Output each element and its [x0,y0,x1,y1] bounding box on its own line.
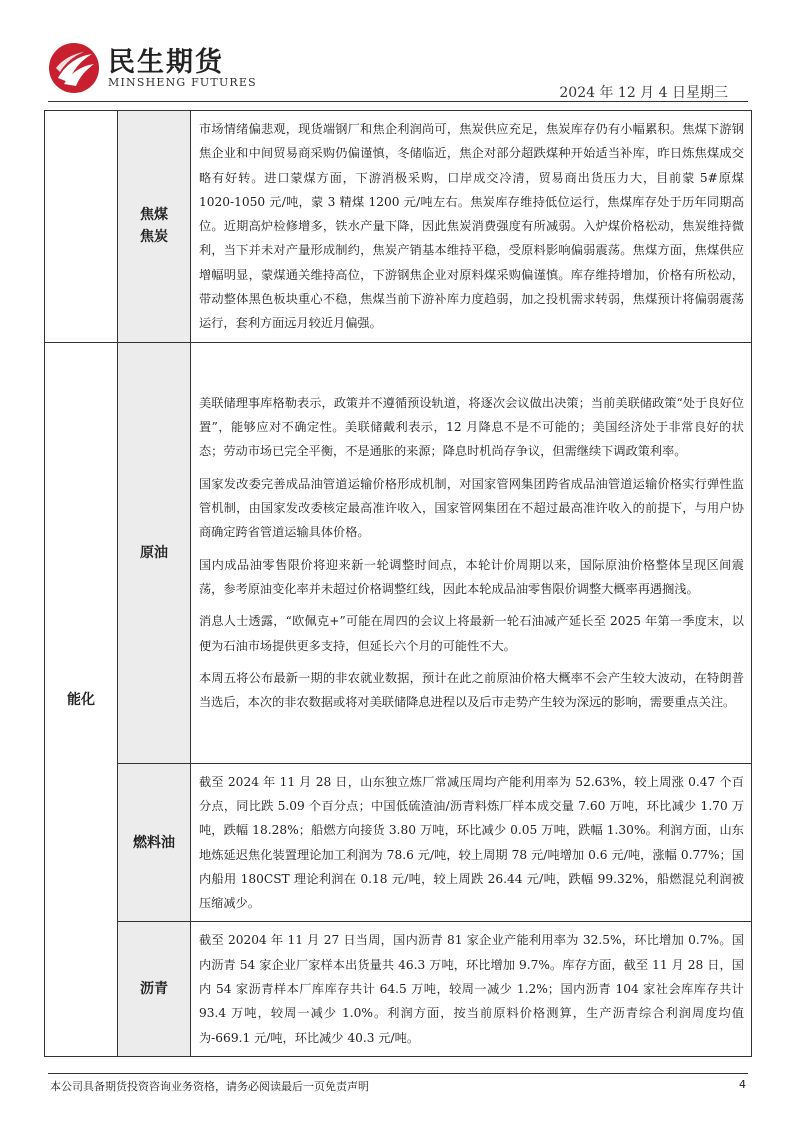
footer-divider [48,1073,748,1074]
report-date: 2024 年 12 月 4 日星期三 [559,85,728,101]
content-crude-oil [191,342,752,763]
paragraph: 美联储理事库格勒表示，政策并不遵循预设轨道，将逐次会议做出决策；当前美联储政策“处于良好位置”，能够应对不确定性。美联储戴利表示，12 月降息不是不可能的；美国经济处于非常良好的状态；劳动市场已完全平衡，不是通胀的来源；降息时机尚存争议，但需继续下调政策利率。 [199,395,744,459]
content-asphalt [191,922,752,1056]
content-coal [191,111,752,343]
table-row [45,763,752,922]
logo-english-name: MINSHENG FUTURES [108,76,257,89]
paragraph: 国内成品油零售限价将迎来新一轮调整时间点，本轮计价周期以来，国际原油价格整体呈现区间震荡，参考原油变化率并未超过价格调整红线，因此本轮成品油零售限价调整大概率再遇搁浅。 [199,557,744,596]
table-row [45,111,752,343]
content-fuel-oil [191,763,752,922]
commodity-commentary-table [44,110,752,1057]
category-cell-blank [45,111,118,343]
paragraph: 截至 20204 年 11 月 27 日当周，国内沥青 81 家企业产能利用率为 32.5%，环比增加 0.7%。国内沥青 54 家企业厂家样本出货量共 46.3 万吨，环比增加 9.7%。库存方面，截至 11 月 28 日，国内 54 家沥青样本厂库库存共计 64.5 万吨，较周一减少 1.2%；国内沥青 104 家社会库库存共计 93.4 万吨，较周一减少 1.0%。利润方面，按当前原料价格测算，生产沥青综合利润周度均值为-669.1 元/吨，环比减少 40.3 元/吨。 [199,933,744,1045]
paragraph: 截至 2024 年 11 月 28 日，山东独立炼厂常减压周均产能利用率为 52.63%，较上周涨 0.47 个百分点，同比跌 5.09 个百分点；中国低硫渣油/沥青料炼厂样本成交量 7.60 万吨，环比减少 1.70 万吨，跌幅 18.28%；船燃方向接货 3.80 万吨，环比减少 0.05 万吨，跌幅 1.30%。利润方面，山东地炼延迟焦化装置理论加工利润为 78.6 元/吨，较上周期 78 元/吨增加 0.6 元/吨，涨幅 0.77%；国内船用 180CST 理论利润在 0.18 元/吨，较上周跌 26.44 元/吨，跌幅 99.32%，船燃混兑利润被压缩减少。 [199,774,744,911]
table-row [45,342,752,763]
paragraph: 消息人士透露，“欧佩克+”可能在周四的会议上将最新一轮石油减产延长至 2025 年第一季度末，以便为石油市场提供更多支持，但延长六个月的可能性不大。 [199,614,744,653]
logo-chinese-name: 民生期货 [108,47,224,78]
footer-disclaimer: 本公司具备期货投资咨询业务资格，请务必阅读最后一页免责声明 [50,1080,369,1093]
header-divider [48,101,748,102]
page-header [0,0,794,106]
table-row [45,922,752,1056]
minsheng-logo-icon [48,42,100,94]
paragraph: 国家发改委完善成品油管道运输价格形成机制，对国家管网集团跨省成品油管道运输价格实行弹性监管机制，由国家发改委核定最高准许收入，国家管网集团在不超过最高准许收入的前提下，与用户协商确定跨省管道运输具体价格。 [199,476,744,540]
paragraph: 市场情绪偏悲观，现货端钢厂和焦企利润尚可，焦炭供应充足，焦炭库存仍有小幅累积。焦煤下游钢焦企业和中间贸易商采购仍偏谨慎，冬储临近，焦企对部分超跌煤种开始适当补库，昨日炼焦煤成交略有好转。进口蒙煤方面，下游消极采购，口岸成交冷清，贸易商出货压力大，目前蒙 5#原煤 1020-1050 元/吨，蒙 3 精煤 1200 元/吨左右。焦炭库存维持低位运行，焦煤库存处于历年同期高位。近期高炉检修增多，铁水产量下降，因此焦炭消费强度有所减弱。入炉煤价格松动，焦炭维持微利，当下并未对产量形成制约，焦炭产销基本维持平稳，受原料影响偏弱震荡。焦煤方面，焦煤供应增幅明显，蒙煤通关维持高位，下游钢焦企业对原料煤采购偏谨慎。库存维持增加，价格有所松动，带动整体黑色板块重心不稳，焦煤当前下游补库力度趋弱，加之投机需求转弱，焦煤预计将偏弱震荡运行，套利方面远月较近月偏强。 [199,122,744,331]
subcategory-coal: 焦煤焦炭 [118,111,191,343]
paragraph: 本周五将公布最新一期的非农就业数据，预计在此之前原油价格大概率不会产生较大波动，在特朗普当选后，本次的非农数据或将对美联储降息进程以及后市走势产生较为深远的影响，需要重点关注。 [199,670,744,710]
subcategory-fuel-oil: 燃料油 [118,763,191,922]
subcategory-crude-oil: 原油 [118,342,191,763]
category-energy-chemical: 能化 [45,342,118,1056]
page-number: 4 [739,1078,746,1091]
subcategory-asphalt: 沥青 [118,922,191,1056]
